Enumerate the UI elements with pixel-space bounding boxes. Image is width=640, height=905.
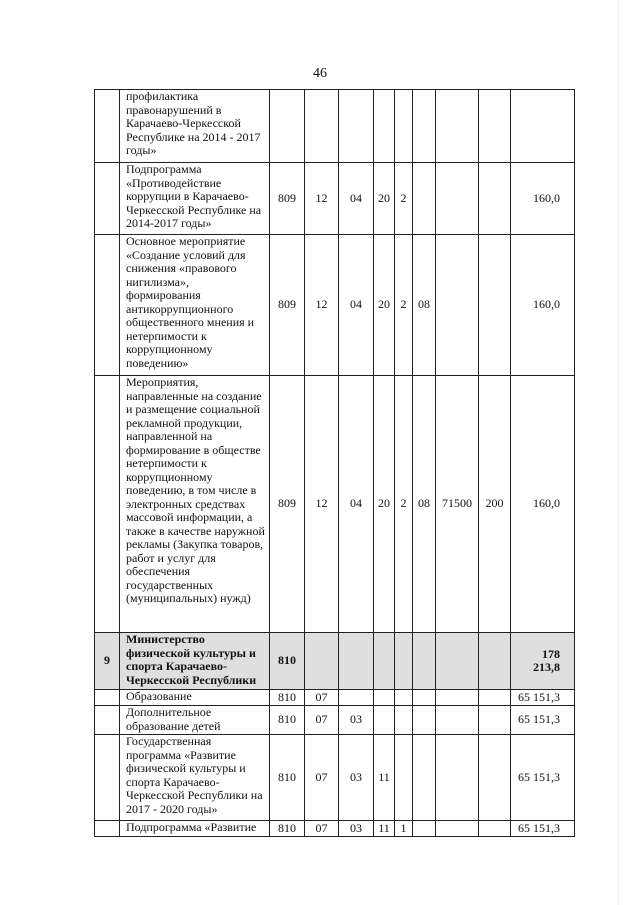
grbs-code: 810 xyxy=(270,735,305,821)
target-article-part-2 xyxy=(395,633,413,690)
section-code: 12 xyxy=(305,376,339,633)
target-article-part-4 xyxy=(436,735,479,821)
subsection-code xyxy=(339,690,374,706)
table-row xyxy=(95,690,575,706)
target-article-part-3 xyxy=(413,90,436,163)
expense-type-code xyxy=(479,633,511,690)
row-number xyxy=(95,821,120,837)
section-code: 07 xyxy=(305,690,339,706)
row-number xyxy=(95,735,120,821)
target-article-part-1 xyxy=(374,90,395,163)
amount: 178 213,8 xyxy=(511,633,575,690)
row-name: Мероприятия, направленные на создание и размещение социальной рекламной продукции, направленной на формирование в обществе нетерпимости к коррупционному поведению, в том числе в электронных средствах массовой информации, а также в качестве наружной рекламы (Закупка товаров, работ и услуг для обеспечения государственных (муниципальных) нужд) xyxy=(120,376,270,633)
row-name: Подпрограмма «Развитие xyxy=(120,821,270,837)
expense-type-code xyxy=(479,235,511,376)
subsection-code xyxy=(339,633,374,690)
target-article-part-2 xyxy=(395,735,413,821)
table-row xyxy=(95,735,575,821)
target-article-part-3 xyxy=(413,163,436,235)
expense-type-code xyxy=(479,706,511,735)
amount: 160,0 xyxy=(511,163,575,235)
amount: 65 151,3 xyxy=(511,821,575,837)
amount: 65 151,3 xyxy=(511,735,575,821)
row-number xyxy=(95,163,120,235)
section-code: 07 xyxy=(305,735,339,821)
grbs-code: 810 xyxy=(270,633,305,690)
table-row xyxy=(95,163,575,235)
grbs-code: 810 xyxy=(270,706,305,735)
page-number: 46 xyxy=(313,66,327,81)
target-article-part-1 xyxy=(374,706,395,735)
target-article-part-2: 2 xyxy=(395,235,413,376)
section-code: 07 xyxy=(305,821,339,837)
grbs-code: 809 xyxy=(270,235,305,376)
table-row xyxy=(95,90,575,163)
amount xyxy=(511,90,575,163)
section-code xyxy=(305,90,339,163)
target-article-part-2: 1 xyxy=(395,821,413,837)
row-number xyxy=(95,690,120,706)
table-row xyxy=(95,821,575,837)
target-article-part-1 xyxy=(374,690,395,706)
target-article-part-4 xyxy=(436,163,479,235)
target-article-part-2: 2 xyxy=(395,376,413,633)
subsection-code: 03 xyxy=(339,821,374,837)
target-article-part-4: 71500 xyxy=(436,376,479,633)
target-article-part-4 xyxy=(436,633,479,690)
subsection-code xyxy=(339,90,374,163)
target-article-part-3 xyxy=(413,821,436,837)
row-number: 9 xyxy=(95,633,120,690)
amount: 65 151,3 xyxy=(511,706,575,735)
table-row xyxy=(95,706,575,735)
target-article-part-1: 11 xyxy=(374,735,395,821)
amount: 160,0 xyxy=(511,376,575,633)
grbs-code: 810 xyxy=(270,821,305,837)
target-article-part-4 xyxy=(436,90,479,163)
subsection-code: 03 xyxy=(339,735,374,821)
target-article-part-4 xyxy=(436,706,479,735)
target-article-part-1: 20 xyxy=(374,163,395,235)
section-code: 07 xyxy=(305,706,339,735)
expense-type-code xyxy=(479,163,511,235)
section-code xyxy=(305,633,339,690)
grbs-code: 809 xyxy=(270,376,305,633)
table-row xyxy=(95,235,575,376)
target-article-part-4 xyxy=(436,235,479,376)
row-name: профилактика правонарушений в Карачаево-Черкесской Республике на 2014 - 2017 годы» xyxy=(120,90,270,163)
target-article-part-2: 2 xyxy=(395,163,413,235)
section-code: 12 xyxy=(305,163,339,235)
target-article-part-4 xyxy=(436,821,479,837)
target-article-part-1: 20 xyxy=(374,235,395,376)
subsection-code: 04 xyxy=(339,376,374,633)
expense-type-code xyxy=(479,821,511,837)
target-article-part-2 xyxy=(395,706,413,735)
table-row xyxy=(95,376,575,633)
row-number xyxy=(95,706,120,735)
subsection-code: 03 xyxy=(339,706,374,735)
target-article-part-3: 08 xyxy=(413,376,436,633)
row-number xyxy=(95,376,120,633)
target-article-part-2 xyxy=(395,690,413,706)
target-article-part-3 xyxy=(413,690,436,706)
target-article-part-1: 20 xyxy=(374,376,395,633)
amount: 65 151,3 xyxy=(511,690,575,706)
grbs-code xyxy=(270,90,305,163)
grbs-code: 810 xyxy=(270,690,305,706)
scan-edge xyxy=(618,0,619,905)
row-number xyxy=(95,235,120,376)
section-code: 12 xyxy=(305,235,339,376)
target-article-part-1: 11 xyxy=(374,821,395,837)
grbs-code: 809 xyxy=(270,163,305,235)
table-row-ministry xyxy=(95,633,575,690)
subsection-code: 04 xyxy=(339,163,374,235)
target-article-part-1 xyxy=(374,633,395,690)
row-name: Министерство физической культуры и спорта Карачаево-Черкесской Республики xyxy=(120,633,270,690)
target-article-part-2 xyxy=(395,90,413,163)
expense-type-code xyxy=(479,690,511,706)
target-article-part-3 xyxy=(413,735,436,821)
row-name: Дополнительное образование детей xyxy=(120,706,270,735)
row-name: Основное мероприятие «Создание условий для снижения «правового нигилизма», формирования антикоррупционного общественного мнения и нетерпимости к коррупционному поведению» xyxy=(120,235,270,376)
subsection-code: 04 xyxy=(339,235,374,376)
row-name: Образование xyxy=(120,690,270,706)
expense-type-code: 200 xyxy=(479,376,511,633)
amount: 160,0 xyxy=(511,235,575,376)
row-name: Государственная программа «Развитие физической культуры и спорта Карачаево-Черкесской Республики на 2017 - 2020 годы» xyxy=(120,735,270,821)
target-article-part-3 xyxy=(413,633,436,690)
row-number xyxy=(95,90,120,163)
expense-type-code xyxy=(479,735,511,821)
target-article-part-3 xyxy=(413,706,436,735)
row-name: Подпрограмма «Противодействие коррупции в Карачаево-Черкесской Республике на 2014-2017 годы» xyxy=(120,163,270,235)
target-article-part-4 xyxy=(436,690,479,706)
target-article-part-3: 08 xyxy=(413,235,436,376)
budget-table xyxy=(94,89,575,837)
expense-type-code xyxy=(479,90,511,163)
